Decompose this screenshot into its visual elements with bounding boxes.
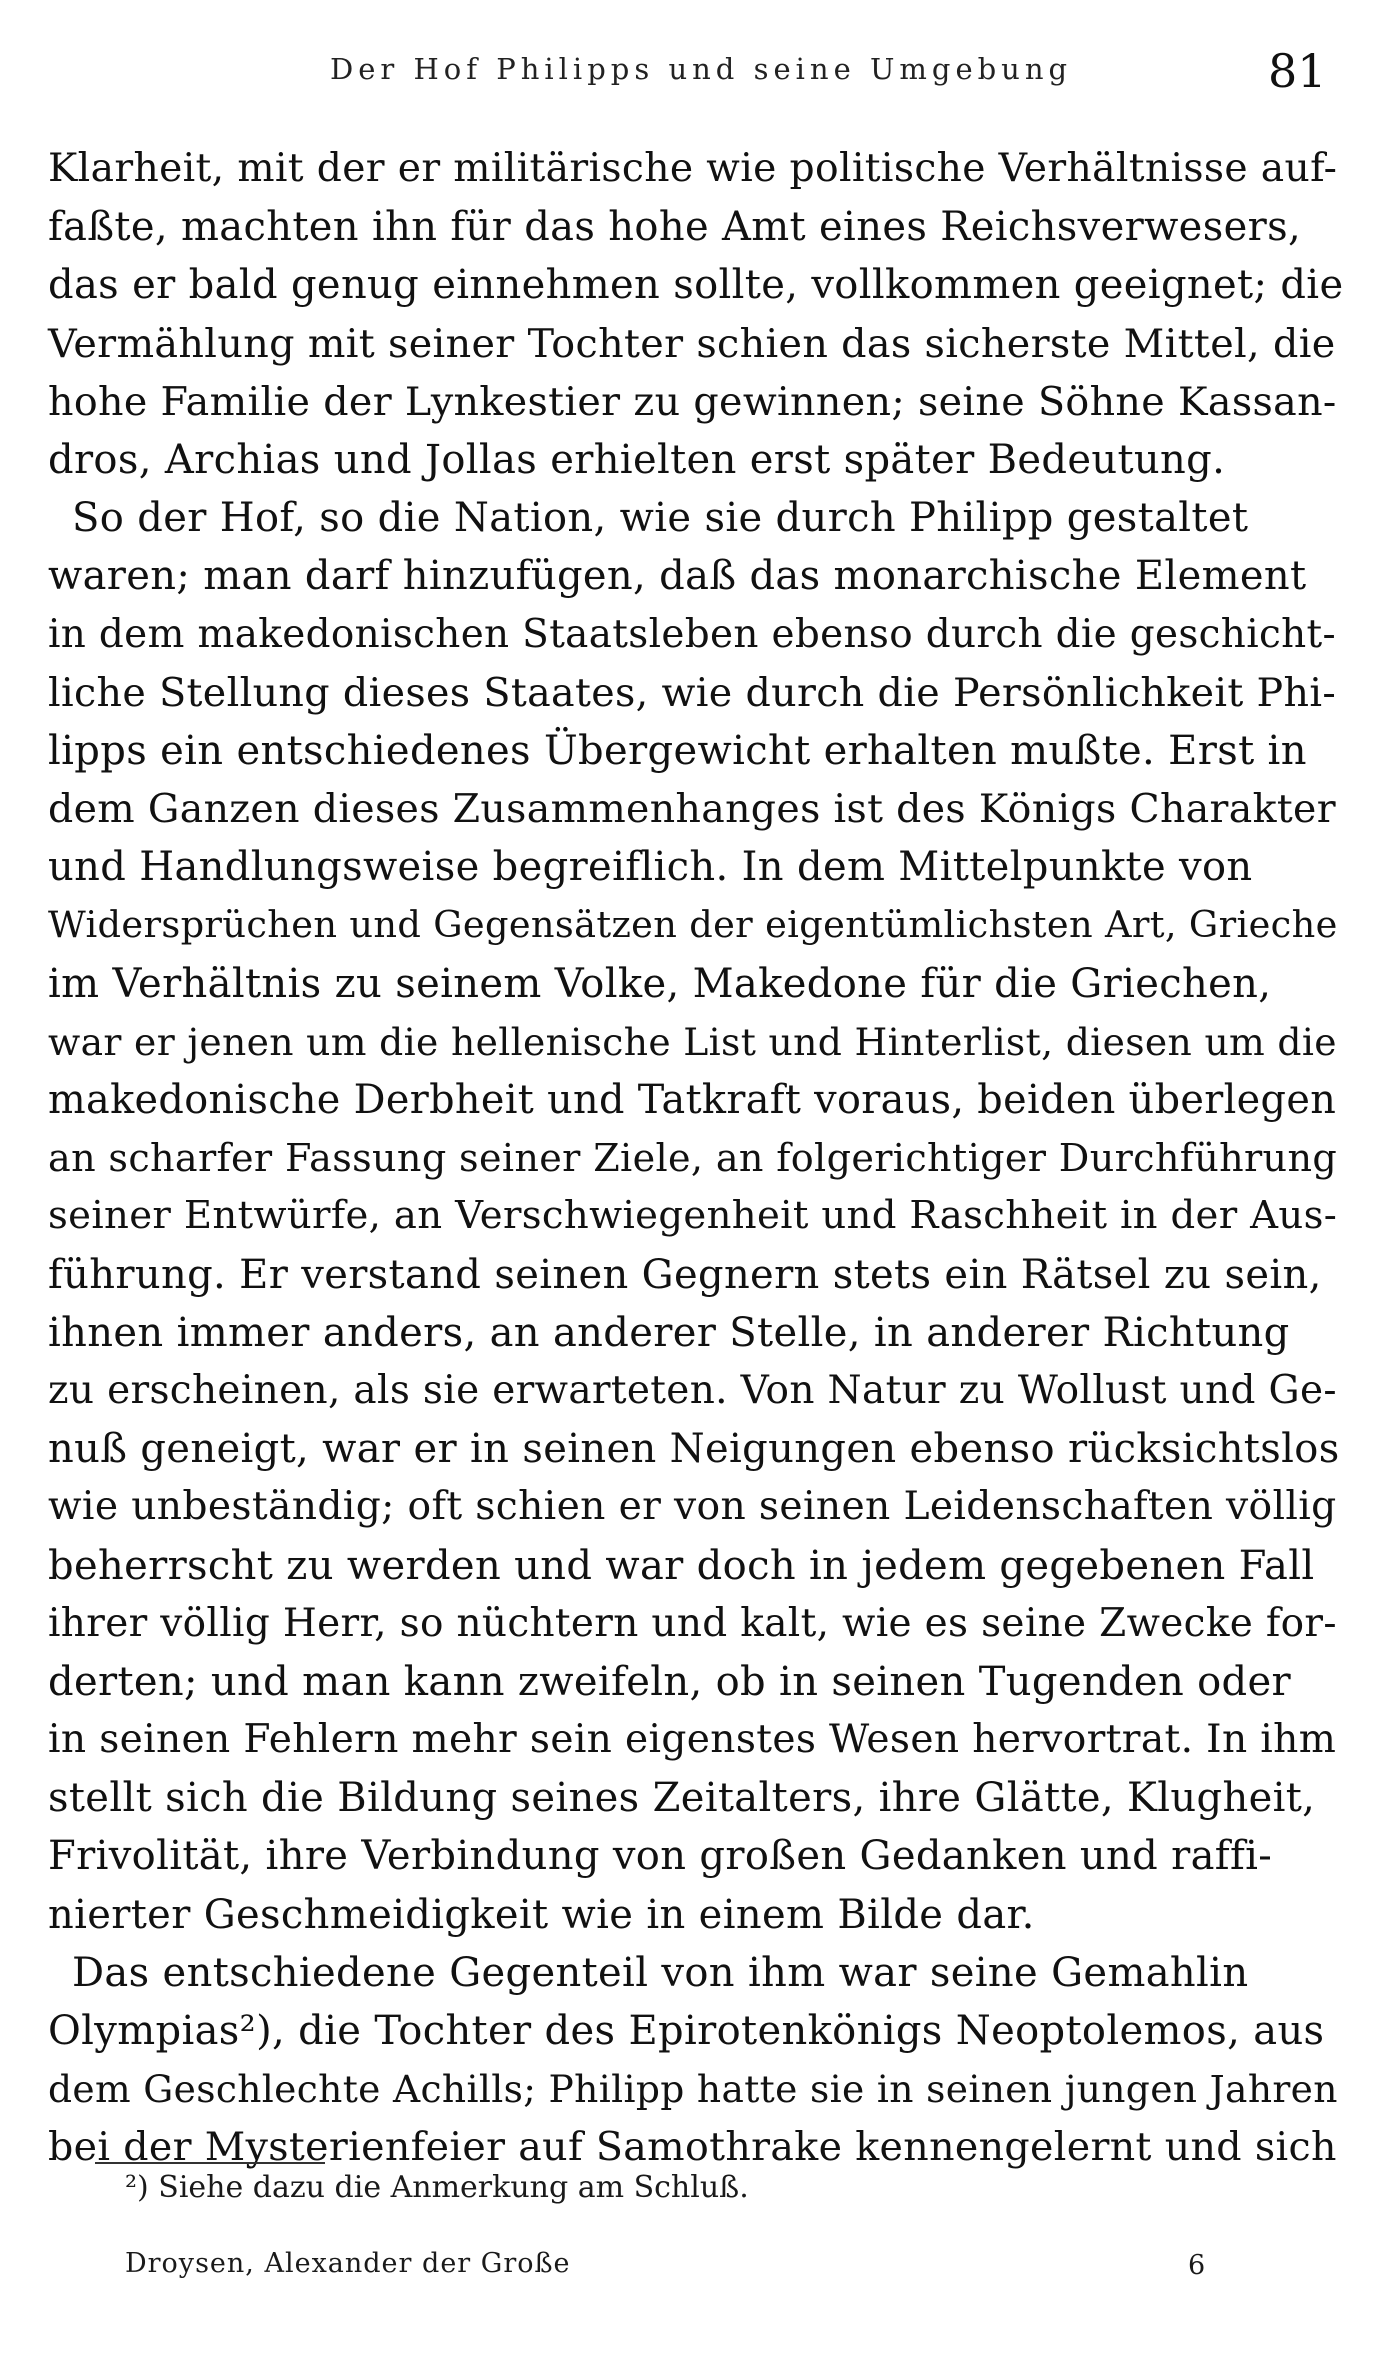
text-line: Olympias²), die Tochter des Epirotenkönigs Neoptolemos, aus (48, 2008, 1325, 2054)
text-line: faßte, machten ihn für das hohe Amt eines Reichsverwesers, (48, 204, 1302, 251)
text-line: liche Stellung dieses Staates, wie durch die Persönlichkeit Phi- (48, 669, 1337, 716)
text-line: zu erscheinen, als sie erwarteten. Von Natur zu Wollust und Ge- (48, 1367, 1337, 1413)
running-head: Der Hof Philipps und seine Umgebung (330, 52, 1073, 86)
text-line: Widersprüchen und Gegensätzen der eigentümlichsten Art, Grieche (48, 903, 1338, 947)
text-line: führung. Er verstand seinen Gegnern stets ein Rätsel zu sein, (48, 1251, 1322, 1298)
text-line: in dem makedonischen Staatsleben ebenso durch die geschicht- (48, 611, 1337, 657)
text-line: und Handlungsweise begreiflich. In dem Mittelpunkte von (48, 844, 1253, 891)
text-line: waren; man darf hinzufügen, daß das monarchische Element (48, 553, 1307, 600)
text-line: in seinen Fehlern mehr sein eigenstes Wesen hervortrat. In ihm (48, 1717, 1337, 1763)
text-line: dros, Archias und Jollas erhielten erst später Bedeutung. (48, 436, 1226, 483)
text-line: ihrer völlig Herr, so nüchtern und kalt, wie es seine Zwecke for- (48, 1600, 1337, 1646)
text-line: im Verhältnis zu seinem Volke, Makedone für die Griechen, (48, 960, 1272, 1007)
text-line: nuß geneigt, war er in seinen Neigungen ebenso rücksichtslos (48, 1426, 1340, 1473)
text-line: nierter Geschmeidigkeit wie in einem Bilde dar. (48, 1891, 1035, 1938)
text-line: Frivolität, ihre Verbindung von großen Gedanken und raffi- (48, 1833, 1273, 1880)
signature-line: Droysen, Alexander der Große (125, 2248, 571, 2279)
text-line: bei der Mysterienfeier auf Samothrake kennengelernt und sich (48, 2124, 1337, 2171)
text-line: wie unbeständig; oft schien er von seinen Leidenschaften völlig (48, 1484, 1337, 1530)
paragraph-start-line: So der Hof, so die Nation, wie sie durch Philipp gestaltet (72, 495, 1249, 542)
text-line: dem Ganzen dieses Zusammenhanges ist des Königs Charakter (48, 786, 1336, 833)
text-line: dem Geschlechte Achills; Philipp hatte sie in seinen jungen Jahren (48, 2067, 1338, 2112)
body-text (48, 140, 1343, 2177)
text-line: an scharfer Fassung seiner Ziele, an folgerichtiger Durchführung (48, 1136, 1338, 1181)
text-line: Vermählung mit seiner Tochter schien das sicherste Mittel, die (48, 320, 1336, 367)
paragraph-start-line: Das entschiedene Gegenteil von ihm war seine Gemahlin (72, 1949, 1249, 1996)
page-number: 81 (1268, 44, 1327, 98)
text-line: seiner Entwürfe, an Verschwiegenheit und Raschheit in der Aus- (48, 1193, 1338, 1239)
signature-number: 6 (1188, 2250, 1206, 2281)
text-line: makedonische Derbheit und Tatkraft voraus, beiden überlegen (48, 1077, 1337, 1123)
text-line: stellt sich die Bildung seines Zeitalters, ihre Glätte, Klugheit, (48, 1775, 1316, 1822)
text-line: war er jenen um die hellenische List und Hinterlist, diesen um die (48, 1019, 1337, 1064)
text-line: lipps ein entschiedenes Übergewicht erhalten mußte. Erst in (48, 727, 1307, 774)
footnote: ²) Siehe dazu die Anmerkung am Schluß. (125, 2170, 749, 2205)
text-line: das er bald genug einnehmen sollte, vollkommen geeignet; die (48, 262, 1344, 309)
text-line: beherrscht zu werden und war doch in jedem gegebenen Fall (48, 1542, 1315, 1589)
text-line: hohe Familie der Lynkestier zu gewinnen; seine Söhne Kassan- (48, 378, 1337, 425)
text-line: ihnen immer anders, an anderer Stelle, in anderer Richtung (48, 1309, 1290, 1356)
text-line: derten; und man kann zweifeln, ob in seinen Tugenden oder (48, 1658, 1291, 1705)
footnote-divider (95, 2162, 325, 2164)
text-line: Klarheit, mit der er militärische wie politische Verhältnisse auf- (48, 146, 1338, 191)
